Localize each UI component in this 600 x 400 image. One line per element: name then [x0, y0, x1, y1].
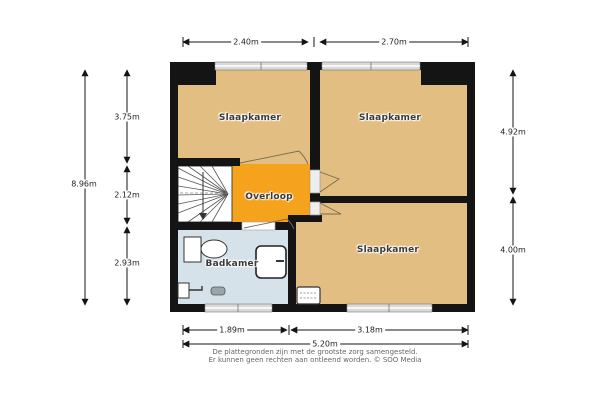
dim-label-bottom-total: 5.20m	[312, 339, 338, 349]
room-label-slaapkamer-top-right: Slaapkamer	[358, 113, 422, 123]
dim-label-left-3: 2.93m	[114, 258, 140, 268]
dim-label-left-2: 2.12m	[114, 190, 140, 200]
dim-label-top-2: 2.70m	[381, 37, 407, 47]
wall-bedroom1-bottom	[178, 158, 240, 166]
room-label-overloop: Overloop	[245, 192, 293, 202]
wall-badkamer-right	[288, 215, 296, 304]
drain-icon	[211, 287, 225, 295]
dim-label-left-1: 3.75m	[114, 112, 140, 122]
corner-block-top-left	[170, 62, 216, 85]
wall-badkamer-top	[178, 222, 242, 230]
disclaimer-line-2: Er kunnen geen rechten aan ontleend worden. © SOO Media	[208, 356, 422, 364]
window-bottom-left	[205, 304, 272, 312]
door-badkamer-opening	[242, 222, 275, 230]
room-label-slaapkamer-bottom: Slaapkamer	[356, 245, 420, 255]
wall-between-top-bedrooms	[310, 62, 320, 170]
dim-label-right-1: 4.92m	[500, 127, 526, 137]
corner-block-top-right	[421, 62, 475, 85]
window-bottom-right	[347, 304, 432, 312]
wall-between-right-bedrooms	[316, 196, 467, 203]
window-top-right	[322, 62, 420, 70]
dim-label-bottom-2: 3.18m	[357, 325, 383, 335]
boiler-icon	[297, 287, 320, 304]
door-top-right-bedroom	[310, 170, 320, 193]
shower-icon	[256, 246, 286, 278]
room-label-badkamer: Badkamer	[205, 259, 259, 269]
dim-label-bottom-1: 1.89m	[219, 325, 245, 335]
dim-label-left-total: 8.96m	[71, 179, 97, 189]
window-top-left	[215, 62, 307, 70]
room-slaapkamer-top-right	[316, 70, 467, 200]
door-bottom-bedroom	[310, 202, 320, 215]
room-label-slaapkamer-top-left: Slaapkamer	[218, 113, 282, 123]
dim-label-right-2: 4.00m	[500, 245, 526, 255]
disclaimer-line-1: De plattegronden zijn met de grootste zorg samengesteld.	[212, 348, 418, 356]
dim-label-top-1: 2.40m	[233, 37, 259, 47]
